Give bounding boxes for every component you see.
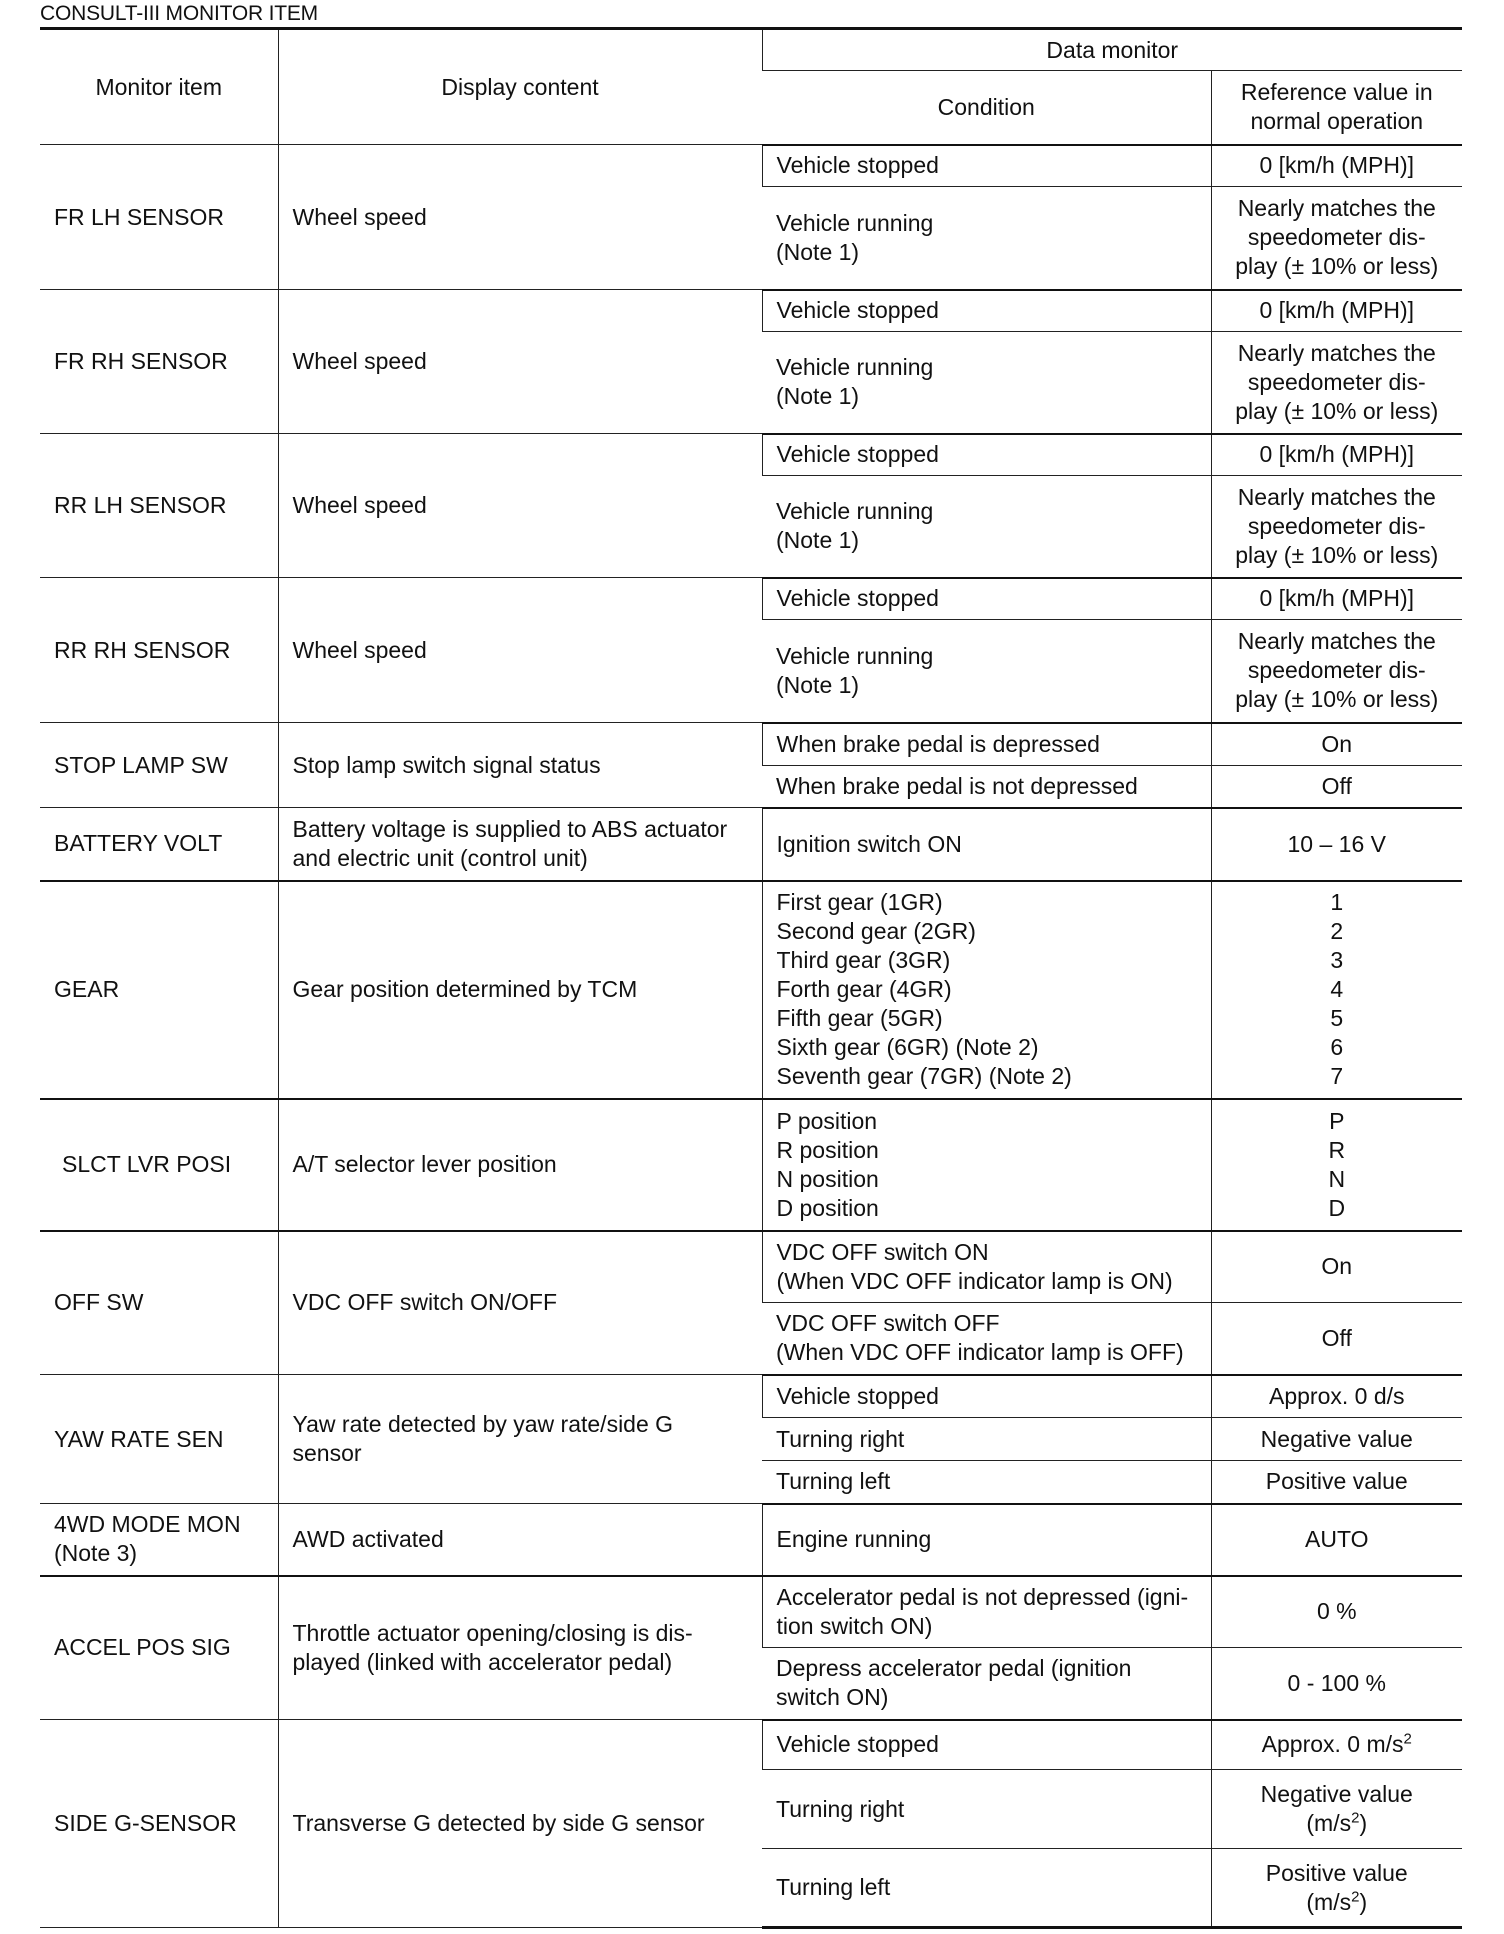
monitor-item-cell: RR RH SENSOR [40,578,278,723]
reference-cell: Approx. 0 d/s [1211,1375,1462,1418]
monitor-item-cell: ACCEL POS SIG [40,1576,278,1720]
table-row [40,808,1462,881]
table-row [40,1375,1462,1418]
condition-cell: P position R position N position D position [762,1099,1211,1231]
reference-cell: 0 - 100 % [1211,1648,1462,1720]
table-row [40,1231,1462,1303]
monitor-item-cell: SIDE G-SENSOR [40,1720,278,1928]
header-display-content: Display content [278,29,762,145]
monitor-item-cell: FR LH SENSOR [40,145,278,290]
reference-cell: P R N D [1211,1099,1462,1231]
reference-cell: 0 [km/h (MPH)] [1211,145,1462,187]
reference-cell: 0 [km/h (MPH)] [1211,290,1462,332]
condition-cell: Depress accelerator pedal (ignition switch ON) [762,1648,1211,1720]
condition-cell: Turning left [762,1461,1211,1504]
table-row [40,578,1462,620]
reference-cell: 10 – 16 V [1211,808,1462,881]
reference-cell: Negative value [1211,1418,1462,1461]
reference-cell: Off [1211,1303,1462,1375]
monitor-item-cell: YAW RATE SEN [40,1375,278,1504]
display-content-cell: Wheel speed [278,290,762,434]
table-row [40,434,1462,476]
display-content-cell: Wheel speed [278,578,762,723]
monitor-item-cell: RR LH SENSOR [40,434,278,578]
table-row [40,290,1462,332]
condition-cell: Vehicle stopped [762,1375,1211,1418]
display-content-cell: Stop lamp switch signal status [278,723,762,808]
reference-cell: AUTO [1211,1504,1462,1576]
reference-cell: Positive value $(m/s^2)$ [1211,1849,1462,1928]
reference-cell: Off [1211,766,1462,808]
reference-cell: 0 [km/h (MPH)] [1211,434,1462,476]
condition-cell: Turning right [762,1770,1211,1849]
table-row [40,1720,1462,1770]
monitor-item-table [40,27,1462,1929]
reference-cell: 0 [km/h (MPH)] [1211,578,1462,620]
condition-cell: Engine running [762,1504,1211,1576]
display-content-cell: Transverse G detected by side G sensor [278,1720,762,1928]
table-row [40,723,1462,766]
monitor-item-cell: GEAR [40,881,278,1099]
header-condition: Condition [762,71,1211,145]
reference-cell: 1 2 3 4 5 6 7 [1211,881,1462,1099]
table-row [40,1576,1462,1648]
condition-cell: First gear (1GR) Second gear (2GR) Third gear (3GR) Forth gear (4GR) Fifth gear (5GR) Sixth gear (6GR) (Note 2) Seventh gear (7GR) (Note 2) [762,881,1211,1099]
table-row [40,1099,1462,1231]
table-row [40,881,1462,1099]
monitor-item-cell: OFF SW [40,1231,278,1375]
display-content-cell: AWD activated [278,1504,762,1576]
reference-cell: Approx. 0 $m/s^2$ [1211,1720,1462,1770]
condition-cell: Ignition switch ON [762,808,1211,881]
condition-cell: Turning left [762,1849,1211,1928]
header-row [40,29,1462,71]
reference-cell: Nearly matches the speedometer dis- play (± 10% or less) [1211,187,1462,290]
display-content-cell: Yaw rate detected by yaw rate/side G sensor [278,1375,762,1504]
condition-cell: Vehicle stopped [762,434,1211,476]
table-row [40,145,1462,187]
display-content-cell: Throttle actuator opening/closing is dis- played (linked with accelerator pedal) [278,1576,762,1720]
monitor-item-cell: STOP LAMP SW [40,723,278,808]
header-data-monitor: Data monitor [762,29,1462,71]
reference-cell: 0 % [1211,1576,1462,1648]
display-content-cell: Wheel speed [278,434,762,578]
condition-cell: When brake pedal is not depressed [762,766,1211,808]
reference-cell: Positive value [1211,1461,1462,1504]
reference-cell: Negative value $(m/s^2)$ [1211,1770,1462,1849]
condition-cell: Vehicle stopped [762,290,1211,332]
display-content-cell: VDC OFF switch ON/OFF [278,1231,762,1375]
header-monitor-item: Monitor item [40,29,278,145]
table-row [40,1504,1462,1576]
condition-cell: VDC OFF switch ON (When VDC OFF indicator lamp is ON) [762,1231,1211,1303]
condition-cell: Vehicle stopped [762,578,1211,620]
reference-cell: Nearly matches the speedometer dis- play (± 10% or less) [1211,332,1462,434]
condition-cell: Vehicle running (Note 1) [762,187,1211,290]
display-content-cell: Battery voltage is supplied to ABS actuator and electric unit (control unit) [278,808,762,881]
monitor-item-cell: FR RH SENSOR [40,290,278,434]
display-content-cell: Gear position determined by TCM [278,881,762,1099]
monitor-item-cell: BATTERY VOLT [40,808,278,881]
reference-cell: On [1211,723,1462,766]
condition-cell: Vehicle running (Note 1) [762,332,1211,434]
display-content-cell: A/T selector lever position [278,1099,762,1231]
condition-cell: Vehicle running (Note 1) [762,476,1211,578]
reference-cell: Nearly matches the speedometer dis- play (± 10% or less) [1211,476,1462,578]
monitor-item-cell: 4WD MODE MON (Note 3) [40,1504,278,1576]
condition-cell: Vehicle running (Note 1) [762,620,1211,723]
condition-cell: When brake pedal is depressed [762,723,1211,766]
document-title: CONSULT-III MONITOR ITEM [40,2,318,25]
condition-cell: Vehicle stopped [762,1720,1211,1770]
reference-cell: Nearly matches the speedometer dis- play (± 10% or less) [1211,620,1462,723]
condition-cell: Turning right [762,1418,1211,1461]
condition-cell: VDC OFF switch OFF (When VDC OFF indicator lamp is OFF) [762,1303,1211,1375]
display-content-cell: Wheel speed [278,145,762,290]
header-reference-value: Reference value in normal operation [1211,71,1462,145]
condition-cell: Vehicle stopped [762,145,1211,187]
reference-cell: On [1211,1231,1462,1303]
monitor-item-cell: SLCT LVR POSI [40,1099,278,1231]
condition-cell: Accelerator pedal is not depressed (igni- tion switch ON) [762,1576,1211,1648]
